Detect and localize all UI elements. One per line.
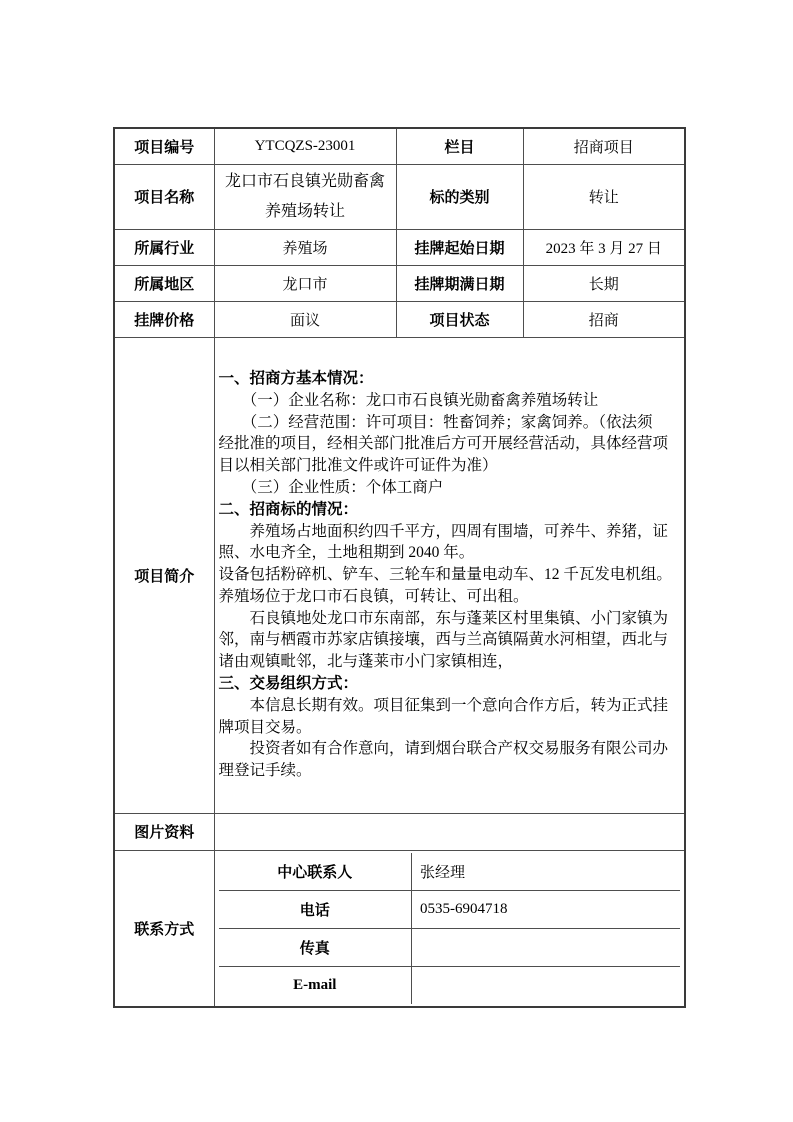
listing-price-label: 挂牌价格 bbox=[114, 301, 214, 337]
table-row bbox=[114, 813, 685, 850]
table-row bbox=[219, 928, 681, 966]
table-row bbox=[114, 850, 685, 1007]
photos-content bbox=[214, 813, 685, 850]
table-row bbox=[114, 128, 685, 164]
listing-expiry-date-value: 长期 bbox=[523, 265, 685, 301]
table-row bbox=[219, 890, 681, 928]
listing-price-value: 面议 bbox=[214, 301, 396, 337]
listing-start-date-value: 2023 年 3 月 27 日 bbox=[523, 229, 685, 265]
region-value: 龙口市 bbox=[214, 265, 396, 301]
project-info-table bbox=[113, 127, 686, 1008]
intro-line: （一）企业名称：龙口市石良镇光勋畜禽养殖场转让 bbox=[218, 391, 599, 409]
table-row bbox=[219, 966, 681, 1004]
project-intro-label: 项目简介 bbox=[114, 337, 214, 813]
intro-line: 照、水电齐全，土地租期到 2040 年。 bbox=[218, 544, 475, 562]
intro-line: 诸由观镇毗邻，北与蓬莱市小门家镇相连， bbox=[218, 653, 514, 671]
fax-label: 传真 bbox=[219, 928, 412, 966]
column-label: 栏目 bbox=[396, 128, 523, 164]
contact-person-value: 张经理 bbox=[412, 853, 681, 891]
table-row bbox=[114, 164, 685, 229]
intro-line: 邻，南与栖霞市苏家店镇接壤，西与兰高镇隔黄水河相望，西北与 bbox=[218, 631, 669, 649]
intro-line: 牌项目交易。 bbox=[218, 718, 312, 736]
project-name-value: 龙口市石良镇光勋畜禽养殖场转让 bbox=[214, 164, 396, 229]
target-category-value: 转让 bbox=[523, 164, 685, 229]
intro-line: 目以相关部门批准文件或许可证件为准） bbox=[218, 457, 498, 475]
contact-table bbox=[219, 853, 681, 1004]
intro-line: 本信息长期有效。项目征集到一个意向合作方后，转为正式挂 bbox=[218, 696, 669, 714]
intro-line: 养殖场位于龙口市石良镇，可转让、可出租。 bbox=[218, 587, 529, 605]
intro-line: 经批准的项目，经相关部门批准后方可开展经营活动，具体经营项 bbox=[218, 435, 669, 453]
table-row bbox=[114, 265, 685, 301]
intro-line: 理登记手续。 bbox=[218, 762, 312, 780]
intro-line: 石良镇地处龙口市东南部，东与蓬莱区村里集镇、小门家镇为 bbox=[218, 609, 669, 627]
email-label: E-mail bbox=[219, 966, 412, 1004]
listing-expiry-date-label: 挂牌期满日期 bbox=[396, 265, 523, 301]
project-status-label: 项目状态 bbox=[396, 301, 523, 337]
industry-value: 养殖场 bbox=[214, 229, 396, 265]
intro-line: （三）企业性质：个体工商户 bbox=[218, 478, 444, 496]
table-row bbox=[219, 853, 681, 891]
project-intro-text bbox=[219, 368, 681, 782]
table-row bbox=[114, 337, 685, 813]
intro-line: 设备包括粉碎机、铲车、三轮车和量量电动车、12 千瓦发电机组。 bbox=[218, 566, 672, 584]
phone-value: 0535-6904718 bbox=[412, 890, 681, 928]
project-number-label: 项目编号 bbox=[114, 128, 214, 164]
intro-line: 投资者如有合作意向，请到烟台联合产权交易服务有限公司办 bbox=[218, 740, 669, 758]
contact-label: 联系方式 bbox=[114, 850, 214, 1007]
email-value bbox=[412, 966, 681, 1004]
industry-label: 所属行业 bbox=[114, 229, 214, 265]
intro-line: 二、招商标的情况： bbox=[218, 500, 359, 518]
intro-line: 三、交易组织方式： bbox=[218, 675, 359, 693]
intro-line: 一、招商方基本情况： bbox=[218, 369, 374, 387]
intro-line: 养殖场占地面积约四千平方，四周有围墙，可养牛、养猪，证 bbox=[218, 522, 669, 540]
phone-label: 电话 bbox=[219, 890, 412, 928]
table-row bbox=[114, 301, 685, 337]
project-intro-content bbox=[214, 337, 685, 813]
project-number-value: YTCQZS-23001 bbox=[214, 128, 396, 164]
project-listing-sheet bbox=[113, 127, 684, 1008]
listing-start-date-label: 挂牌起始日期 bbox=[396, 229, 523, 265]
contact-table-cell bbox=[214, 850, 685, 1007]
region-label: 所属地区 bbox=[114, 265, 214, 301]
project-name-label: 项目名称 bbox=[114, 164, 214, 229]
target-category-label: 标的类别 bbox=[396, 164, 523, 229]
column-value: 招商项目 bbox=[523, 128, 685, 164]
intro-line: （二）经营范围：许可项目：牲畜饲养；家禽饲养。（依法须 bbox=[218, 413, 653, 431]
project-status-value: 招商 bbox=[523, 301, 685, 337]
table-row bbox=[114, 229, 685, 265]
photos-label: 图片资料 bbox=[114, 813, 214, 850]
contact-person-label: 中心联系人 bbox=[219, 853, 412, 891]
fax-value bbox=[412, 928, 681, 966]
